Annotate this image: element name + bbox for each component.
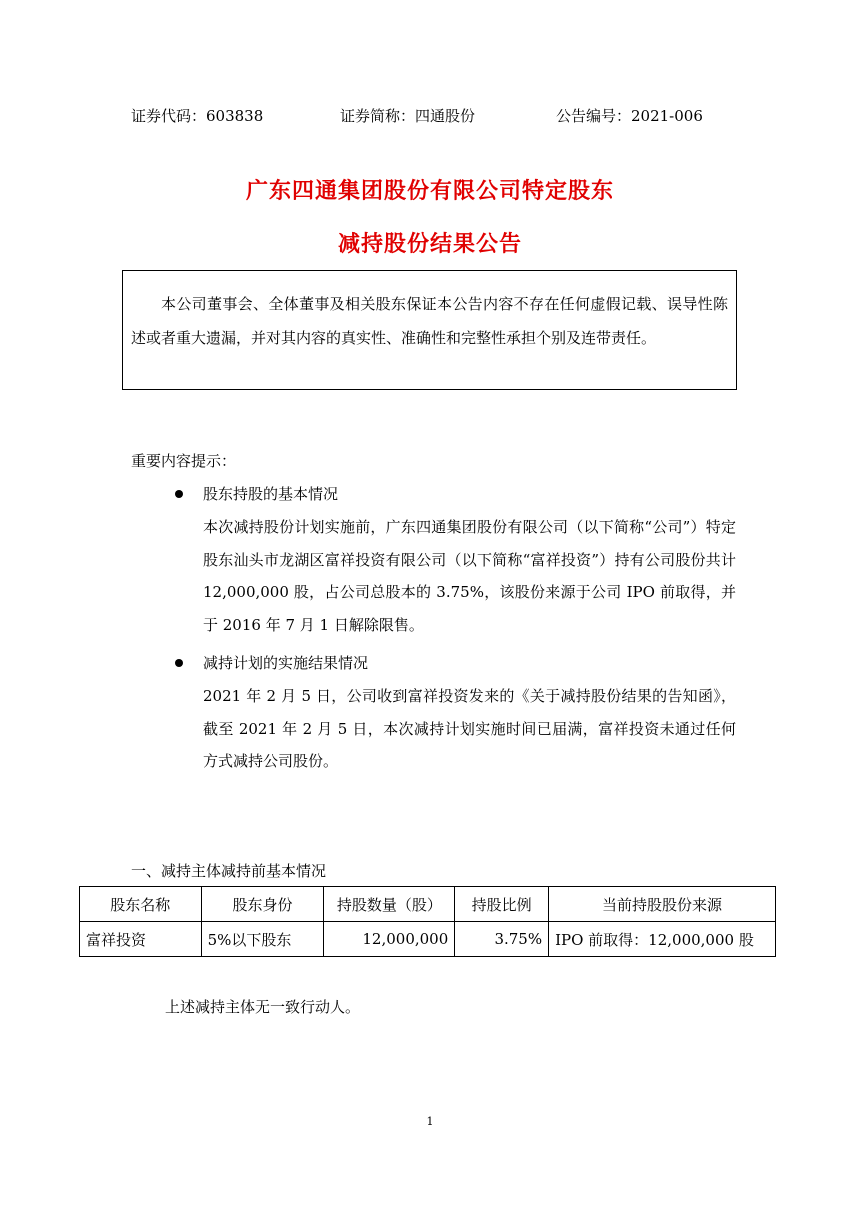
document-title-line1: 广东四通集团股份有限公司特定股东: [245, 178, 614, 204]
share-source-cell: IPO 前取得：12,000,000 股: [549, 922, 776, 957]
document-title-line2: 减持股份结果公告: [337, 231, 522, 257]
notice-number: 公告编号：2021-006: [556, 107, 703, 125]
section-note: 上述减持主体无一致行动人。: [165, 998, 361, 1016]
section-heading: 一、减持主体减持前基本情况: [131, 862, 327, 880]
bullet-icon: [175, 659, 183, 667]
bullet-icon: [175, 490, 183, 498]
statement-box: [122, 270, 737, 390]
share-quantity-cell: 12,000,000: [324, 922, 455, 957]
shareholder-identity-cell: 5%以下股东: [201, 922, 324, 957]
shareholder-name-cell: 富祥投资: [80, 922, 202, 957]
highlight-body: 本次减持股份计划实施前，广东四通集团股份有限公司（以下简称“公司”）特定股东汕头市龙湖区富祥投资有限公司（以下简称“富祥投资”）持有公司股份共计 12,000,000 股，占公司总股本的 3.75%，该股份来源于公司 IPO 前取得，并于 2016 年 7 月 1 日解除限售。: [203, 518, 736, 634]
highlight-body: 2021 年 2 月 5 日，公司收到富祥投资发来的《关于减持股份结果的告知函》，截至 2021 年 2 月 5 日，本次减持计划实施时间已届满，富祥投资未通过任何方式减持公司股份。: [203, 687, 736, 770]
table-header-cell: 当前持股股份来源: [549, 887, 776, 922]
table-header-cell: 股东身份: [201, 887, 324, 922]
stock-abbreviation: 证券简称：四通股份: [340, 107, 476, 125]
table-header-cell: 持股比例: [455, 887, 549, 922]
page-number: 1: [426, 1115, 434, 1128]
table-header-cell: 股东名称: [80, 887, 202, 922]
share-ratio-cell: 3.75%: [455, 922, 549, 957]
highlight-title: 股东持股的基本情况: [203, 485, 339, 503]
highlight-title: 减持计划的实施结果情况: [203, 654, 369, 672]
holding-table: [79, 886, 776, 957]
table-row: [80, 922, 776, 957]
stock-code: 证券代码：603838: [131, 107, 264, 125]
table-header-row: [80, 887, 776, 922]
statement-text: 本公司董事会、全体董事及相关股东保证本公告内容不存在任何虚假记载、误导性陈述或者重大遗漏，并对其内容的真实性、准确性和完整性承担个别及连带责任。: [131, 295, 728, 347]
highlights-heading: 重要内容提示：: [131, 452, 237, 470]
table-header-cell: 持股数量（股）: [324, 887, 455, 922]
